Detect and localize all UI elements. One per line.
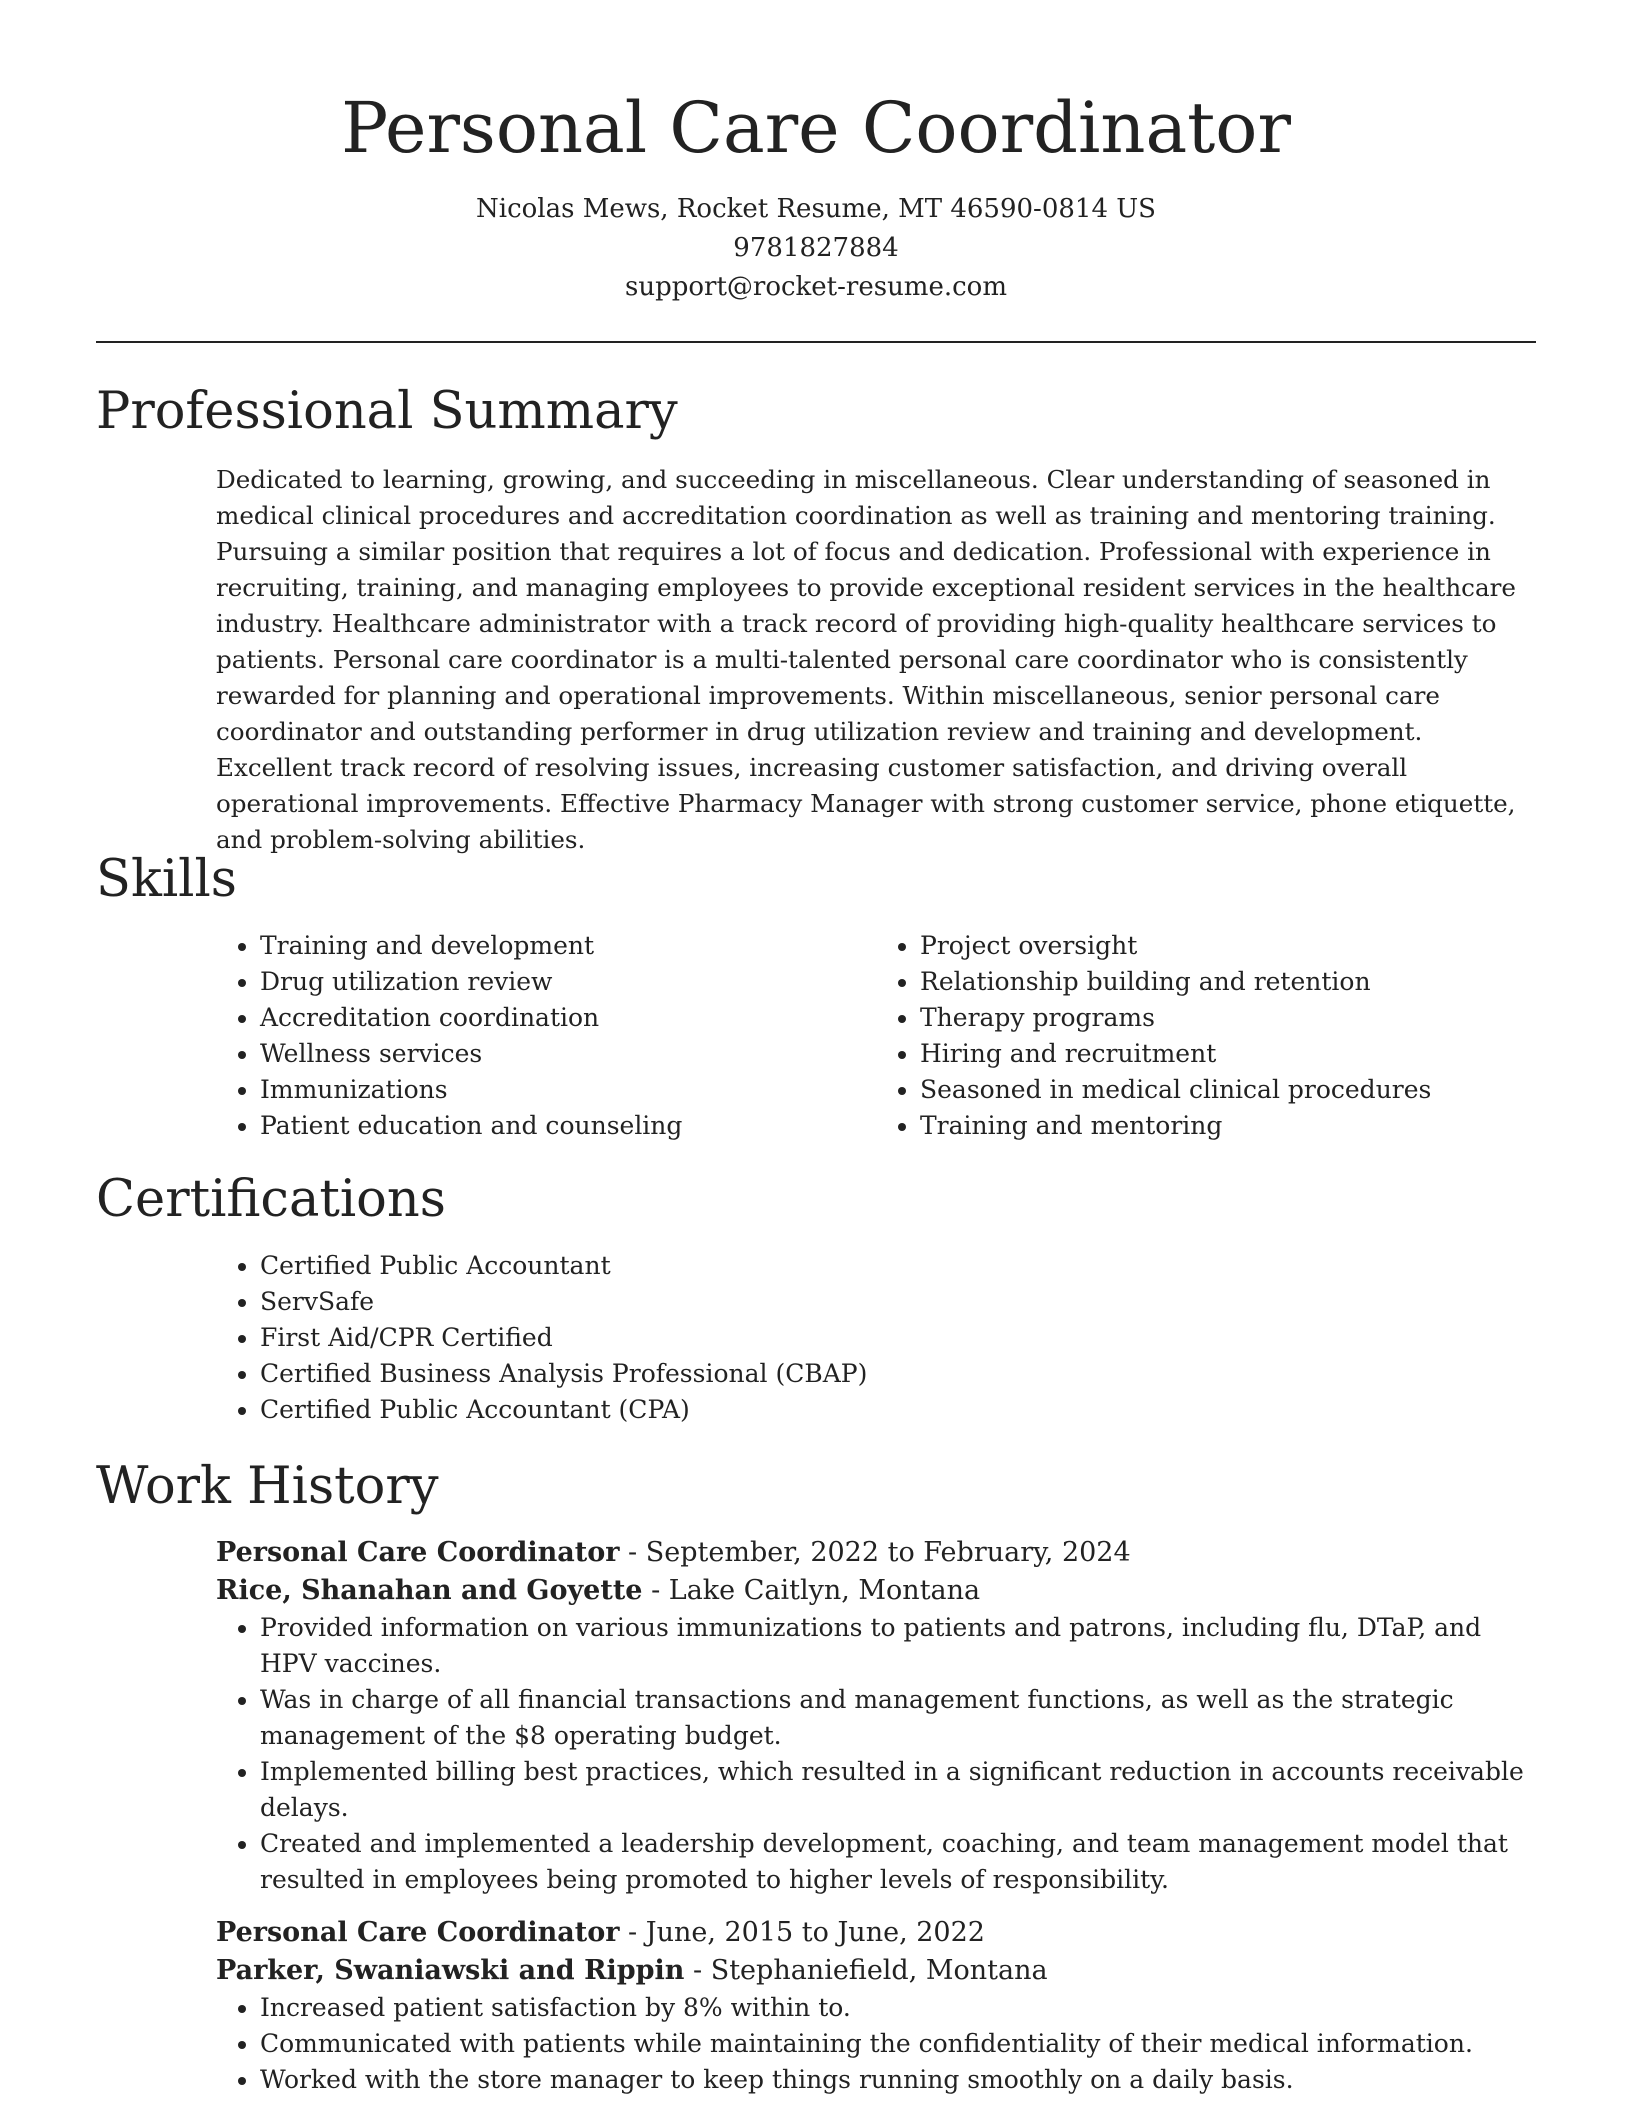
skill-item: • Wellness services	[260, 1036, 876, 1072]
job-responsibilities	[216, 1990, 1536, 2098]
header-divider	[96, 341, 1536, 343]
job-bullet: • Increased patient satisfaction by 8% within to.	[260, 1990, 1536, 2026]
work-history-heading: Work History	[96, 1457, 439, 1516]
job-title: Personal Care Coordinator	[216, 1537, 620, 1568]
skills-heading: Skills	[96, 850, 237, 909]
job-title-line	[216, 1534, 1536, 1572]
contact-phone: 9781827884	[733, 233, 899, 263]
job-bullet: • Provided information on various immunizations to patients and patrons, including flu, DTaP, and HPV vaccines.	[260, 1610, 1536, 1682]
skill-item: • Training and development	[260, 928, 876, 964]
certification-item: • Certified Public Accountant (CPA)	[260, 1392, 1536, 1428]
skills-columns	[216, 928, 1536, 1144]
contact-address: Nicolas Mews, Rocket Resume, MT 46590-0814 US	[476, 194, 1156, 224]
contact-email: support@rocket-resume.com	[624, 272, 1007, 302]
skill-item: • Immunizations	[260, 1072, 876, 1108]
skill-item: • Accreditation coordination	[260, 1000, 876, 1036]
skill-item: • Therapy programs	[920, 1000, 1536, 1036]
certifications-section	[216, 1248, 1536, 1428]
certifications-heading: Certifications	[96, 1170, 446, 1229]
certifications-list	[216, 1248, 1536, 1428]
job-dates: - June, 2015 to June, 2022	[619, 1917, 985, 1948]
summary-section	[216, 462, 1536, 858]
job-responsibilities	[216, 1610, 1536, 1898]
summary-text: Dedicated to learning, growing, and succeeding in miscellaneous. Clear understanding of seasoned in medical clinical procedures and accreditation coordination as well as training and mentoring training. Pursuing a similar position that requires a lot of focus and dedication. Professional with experience in recruiting, training, and managing employees to provide exceptional resident services in the healthcare industry. Healthcare administrator with a track record of providing high-quality healthcare services to patients. Personal care coordinator is a multi-talented personal care coordinator who is consistently rewarded for planning and operational improvements. Within miscellaneous, senior personal care coordinator and outstanding performer in drug utilization review and training and development. Excellent track record of resolving issues, increasing customer satisfaction, and driving overall operational improvements. Effective Pharmacy Manager with strong customer service, phone etiquette, and problem-solving abilities.	[216, 465, 1516, 854]
job-bullet: • Implemented billing best practices, which resulted in a significant reduction in accounts receivable delays.	[260, 1754, 1536, 1826]
job-dates: - September, 2022 to February, 2024	[619, 1537, 1131, 1568]
skill-item: • Drug utilization review	[260, 964, 876, 1000]
skill-item: • Seasoned in medical clinical procedures	[920, 1072, 1536, 1108]
job-company-line	[216, 1572, 1536, 1610]
job-location: - Lake Caitlyn, Montana	[642, 1575, 981, 1606]
skill-item: • Relationship building and retention	[920, 964, 1536, 1000]
job-bullet: • Created and implemented a leadership development, coaching, and team management model that resulted in employees being promoted to higher levels of responsibility.	[260, 1826, 1536, 1898]
certification-item: • First Aid/CPR Certified	[260, 1320, 1536, 1356]
skill-item: • Hiring and recruitment	[920, 1036, 1536, 1072]
job-bullet: • Worked with the store manager to keep things running smoothly on a daily basis.	[260, 2062, 1536, 2098]
job-company: Parker, Swaniawski and Rippin	[216, 1955, 685, 1986]
job-location: - Stephaniefield, Montana	[684, 1955, 1048, 1986]
skill-item: • Training and mentoring	[920, 1108, 1536, 1144]
resume-header	[0, 0, 1632, 307]
certification-item: • Certified Business Analysis Professional (CBAP)	[260, 1356, 1536, 1392]
skill-item: • Project oversight	[920, 928, 1536, 964]
summary-heading: Professional Summary	[96, 382, 678, 441]
job-company: Rice, Shanahan and Goyette	[216, 1575, 643, 1606]
job-entry	[216, 1914, 1536, 2098]
skills-list-left	[216, 928, 876, 1144]
skills-section	[216, 928, 1536, 1144]
contact-info	[0, 190, 1632, 307]
skill-item: • Patient education and counseling	[260, 1108, 876, 1144]
job-bullet: • Was in charge of all financial transactions and management functions, as well as the strategic management of the $8 operating budget.	[260, 1682, 1536, 1754]
job-bullet: • Communicated with patients while maintaining the confidentiality of their medical information.	[260, 2026, 1536, 2062]
job-title-line	[216, 1914, 1536, 1952]
skills-list-right	[876, 928, 1536, 1144]
job-entry	[216, 1534, 1536, 1898]
certification-item: • Certified Public Accountant	[260, 1248, 1536, 1284]
job-title: Personal Care Coordinator	[216, 1917, 620, 1948]
resume-title: Personal Care Coordinator	[341, 87, 1291, 169]
certification-item: • ServSafe	[260, 1284, 1536, 1320]
job-company-line	[216, 1952, 1536, 1990]
